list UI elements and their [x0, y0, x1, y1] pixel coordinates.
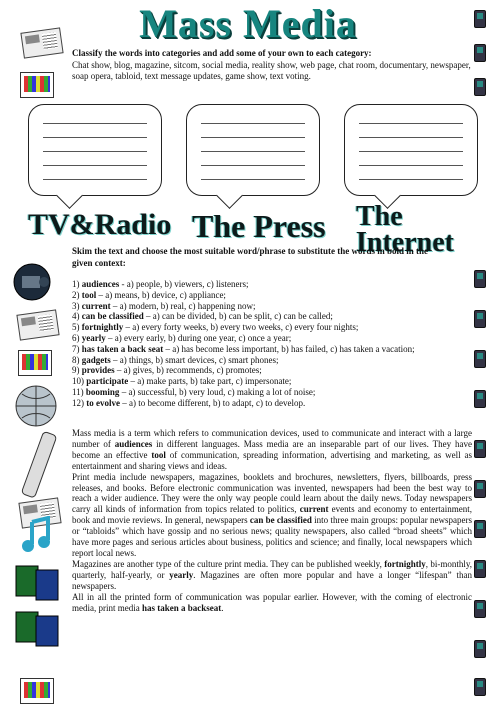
vocabulary-list: [72, 279, 472, 409]
list-item: 3) current – a) modern, b) real, c) happening now;: [72, 300, 256, 311]
tv-test-pattern-icon: [20, 72, 54, 98]
category-box-internet: [344, 104, 478, 196]
mobile-phone-icon: [474, 350, 486, 368]
newspaper-icon: [16, 309, 59, 340]
category-label-tv-radio: TV&Radio: [28, 208, 172, 241]
mobile-phone-icon: [474, 44, 486, 62]
globe-icon: [14, 384, 58, 428]
mobile-phone-icon: [474, 310, 486, 328]
category-box-press: [186, 104, 320, 196]
list-item: 5) fortnightly – a) every forty weeks, b) every two weeks, c) every four nights;: [72, 322, 359, 333]
list-item: 7) has taken a back seat – a) has become less important, b) has failed, c) has taken a vacation;: [72, 343, 415, 354]
list-item: 10) participate – a) make parts, b) take part, c) impersonate;: [72, 376, 292, 387]
reading-text: [72, 428, 472, 613]
mobile-phone-icon: [474, 78, 486, 96]
word-list: Chat show, blog, magazine, sitcom, social media, reality show, web page, chat room, documentary, newspaper, soap opera, tabloid, text message updates, game show, text voting.: [72, 59, 471, 81]
list-item: 4) can be classified – a) can be divided, b) can be split, c) can be called;: [72, 311, 333, 322]
music-note-icon: [18, 516, 58, 556]
mobile-phone-icon: [474, 560, 486, 578]
exercise-instruction: Skim the text and choose the most suitable word/phrase to substitute the words in bold in the given context:: [72, 246, 429, 268]
mobile-phone-icon: [474, 520, 486, 538]
instructions: [72, 48, 472, 83]
mobile-phone-icon: [474, 600, 486, 618]
instructions-heading: Classify the words into categories and add some of your own to each category:: [72, 48, 372, 58]
camera-icon: [12, 262, 58, 302]
paragraph: Print media include newspapers, magazines, booklets and brochures, newsletters, flyers, billboards, press releases, and books. Before electronic communication was invented, newspapers had been the best way to reach a wider audience. They were the only way people could learn about the daily news. Today newspapers carry all kinds of information from topics related to politics, current events and economy to entertainment, book and movie reviews. In general, newspapers can be classified into three main groups: popular newspapers or “tabloids” which have gossip and no serious news; quality newspapers, also called “broad sheets” which have more pages and serious articles about business, politics and science; and finally, local newspapers which report local news.: [72, 471, 472, 558]
tv-test-pattern-icon: [18, 350, 52, 376]
list-item: 8) gadgets – a) things, b) smart devices, c) smart phones;: [72, 354, 279, 365]
magazine-icon: [12, 562, 62, 662]
list-item: 12) to evolve – a) to become different, b) to adapt, c) to develop.: [72, 397, 306, 408]
list-item: 11) booming – a) successful, b) very loud, c) making a lot of noise;: [72, 386, 316, 397]
tv-test-pattern-icon: [20, 678, 54, 704]
category-box-tv-radio: [28, 104, 162, 196]
list-item: 1) audiences - a) people, b) viewers, c) listeners;: [72, 279, 249, 289]
list-item: 9) provides – a) gives, b) recommends, c) promotes;: [72, 365, 262, 376]
list-item: 6) yearly – a) every early, b) during one year, c) once a year;: [72, 332, 292, 343]
category-label-internet: The Internet: [356, 201, 454, 258]
mobile-phone-icon: [474, 440, 486, 458]
mobile-phone-icon: [474, 640, 486, 658]
paragraph: Magazines are another type of the culture print media. They can be published weekly, fortnightly, bi-monthly, quarterly, half-yearly, or yearly. Magazines are often more popular and have a longer “lifespan” than newspapers.: [72, 558, 472, 591]
mobile-phone-icon: [474, 678, 486, 696]
paragraph: All in all the printed form of communication was popular earlier. However, with the coming of electronic media, print media has taken a backseat.: [72, 591, 472, 613]
list-item: 2) tool – a) means, b) device, c) appliance;: [72, 289, 226, 300]
paragraph: Mass media is a term which refers to communication devices, used to communicate and interact with a large number of audiences in different languages. Mass media are an inseparable part of our lives. They have become an effective tool of communication, spreading information, advertising and marketing, as well as entertainment and sharing views and ideas.: [72, 428, 472, 471]
mobile-phone-icon: [474, 480, 486, 498]
page-title: Mass Media: [139, 1, 357, 46]
mobile-phone-icon: [474, 270, 486, 288]
category-label-press: The Press: [192, 208, 326, 244]
mobile-phone-icon: [474, 390, 486, 408]
remote-control-icon: [20, 430, 60, 500]
